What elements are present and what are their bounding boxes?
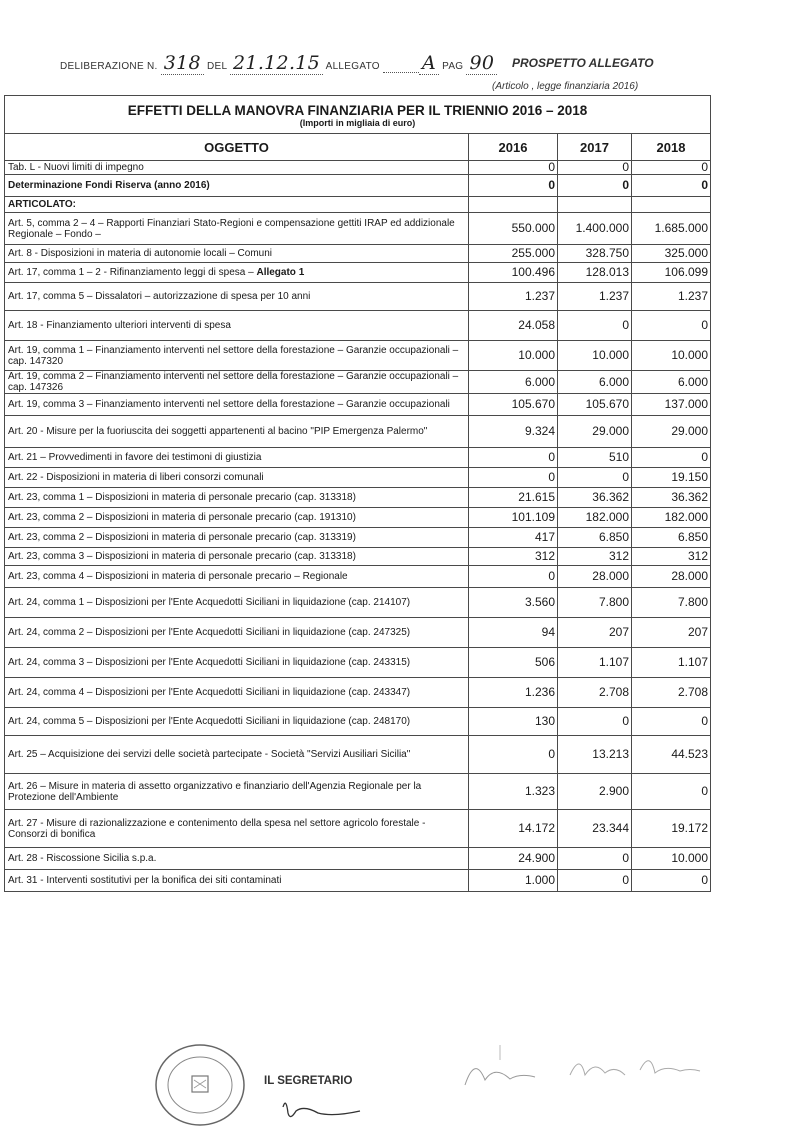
table-row <box>5 618 711 648</box>
subtitle-row <box>5 116 711 134</box>
table-row <box>5 263 711 283</box>
value-2018: 2.708 <box>632 678 711 708</box>
title-row <box>5 96 711 117</box>
value-2016: 10.000 <box>469 341 558 371</box>
value-2018: 36.362 <box>632 488 711 508</box>
value-2016: 506 <box>469 648 558 678</box>
row-description <box>5 468 469 488</box>
row-description <box>5 870 469 892</box>
row-description <box>5 311 469 341</box>
row-description <box>5 618 469 648</box>
table-row <box>5 175 711 197</box>
allegato-label: ALLEGATO <box>325 61 380 72</box>
value-2017: 2.708 <box>558 678 632 708</box>
row-description <box>5 508 469 528</box>
value-2018: 1.237 <box>632 283 711 311</box>
value-2018: 0 <box>632 311 711 341</box>
value-2016: 105.670 <box>469 394 558 416</box>
value-2018: 207 <box>632 618 711 648</box>
value-2017: 28.000 <box>558 566 632 588</box>
value-2018: 312 <box>632 548 711 566</box>
column-header-row <box>5 134 711 161</box>
value-2018: 19.172 <box>632 810 711 848</box>
value-2017: 328.750 <box>558 245 632 263</box>
column-header-2017: 2017 <box>558 134 632 161</box>
value-2017: 510 <box>558 448 632 468</box>
row-description-text: Art. 23, comma 1 – Disposizioni in materia di personale precario (cap. 313318) <box>8 492 356 503</box>
row-description <box>5 648 469 678</box>
row-description <box>5 175 469 197</box>
table-row <box>5 311 711 341</box>
row-description <box>5 774 469 810</box>
value-2017: 0 <box>558 311 632 341</box>
value-2018: 1.107 <box>632 648 711 678</box>
column-header-2018: 2018 <box>632 134 711 161</box>
table-row <box>5 371 711 394</box>
value-2016: 0 <box>469 175 558 197</box>
value-2017: 2.900 <box>558 774 632 810</box>
value-2017: 0 <box>558 708 632 736</box>
delib-label: DELIBERAZIONE N. <box>60 61 158 72</box>
value-2017: 13.213 <box>558 736 632 774</box>
row-description-text: Art. 24, comma 5 – Disposizioni per l'Ente Acquedotti Siciliani in liquidazione (cap. 248170) <box>8 716 411 727</box>
row-description-text: Art. 24, comma 3 – Disposizioni per l'Ente Acquedotti Siciliani in liquidazione (cap. 243315) <box>8 657 411 668</box>
row-description <box>5 197 469 213</box>
value-2017: 0 <box>558 468 632 488</box>
row-description-text: Art. 5, comma 2 – 4 – Rapporti Finanziari Stato-Regioni e compensazione gettiti IRAP ed addizionale Regionale – Fondo – <box>8 217 455 240</box>
value-2016: 14.172 <box>469 810 558 848</box>
value-2016: 6.000 <box>469 371 558 394</box>
value-2017: 182.000 <box>558 508 632 528</box>
value-2016: 1.000 <box>469 870 558 892</box>
row-description-text: Art. 25 – Acquisizione dei servizi delle società partecipate - Società "Servizi Ausiliari Sicilia" <box>8 749 411 760</box>
row-description <box>5 708 469 736</box>
row-description-text: Art. 28 - Riscossione Sicilia s.p.a. <box>8 853 157 864</box>
row-description <box>5 341 469 371</box>
value-2018: 6.000 <box>632 371 711 394</box>
value-2016: 9.324 <box>469 416 558 448</box>
table-row <box>5 810 711 848</box>
value-2018: 28.000 <box>632 566 711 588</box>
table-subtitle: (Importi in migliaia di euro) <box>5 116 711 134</box>
row-description-text: Art. 19, comma 2 – Finanziamento interventi nel settore della forestazione – Garanzie occupazionali – cap. 147326 <box>8 371 459 393</box>
value-2018: 0 <box>632 448 711 468</box>
value-2016: 1.236 <box>469 678 558 708</box>
value-2016 <box>469 197 558 213</box>
value-2016: 130 <box>469 708 558 736</box>
table-row <box>5 848 711 870</box>
value-2016: 94 <box>469 618 558 648</box>
value-2017: 6.850 <box>558 528 632 548</box>
value-2016: 21.615 <box>469 488 558 508</box>
row-description-text: Art. 24, comma 4 – Disposizioni per l'Ente Acquedotti Siciliani in liquidazione (cap. 243347) <box>8 687 411 698</box>
value-2017: 10.000 <box>558 341 632 371</box>
row-description <box>5 263 469 283</box>
table-row <box>5 245 711 263</box>
row-description <box>5 448 469 468</box>
table-row <box>5 213 711 245</box>
table-row <box>5 197 711 213</box>
row-description <box>5 848 469 870</box>
row-description-text: ARTICOLATO: <box>8 199 76 210</box>
table-row <box>5 648 711 678</box>
value-2018: 0 <box>632 175 711 197</box>
value-2016: 1.323 <box>469 774 558 810</box>
value-2016: 101.109 <box>469 508 558 528</box>
value-2016: 0 <box>469 736 558 774</box>
row-description-text: Art. 8 - Disposizioni in materia di autonomie locali – Comuni <box>8 248 273 259</box>
president-signatures <box>455 1035 705 1090</box>
table-row <box>5 283 711 311</box>
row-description-text: Art. 24, comma 1 – Disposizioni per l'Ente Acquedotti Siciliani in liquidazione (cap. 214107) <box>8 597 411 608</box>
table-row <box>5 708 711 736</box>
value-2018: 1.685.000 <box>632 213 711 245</box>
table-row <box>5 161 711 175</box>
table-row <box>5 678 711 708</box>
table-row <box>5 394 711 416</box>
table-row <box>5 488 711 508</box>
row-description-text: Art. 27 - Misure di razionalizzazione e contenimento della spesa nel settore agricolo forestale - Consorzi di bonifica <box>8 817 426 840</box>
value-2017: 207 <box>558 618 632 648</box>
financial-effects-table-wrapper <box>4 95 710 892</box>
row-description-text: Art. 26 – Misure in materia di assetto organizzativo e finanziario dell'Agenzia Regionale per la Protezione dell'Ambiente <box>8 780 422 803</box>
row-description <box>5 416 469 448</box>
row-description <box>5 810 469 848</box>
value-2017: 7.800 <box>558 588 632 618</box>
value-2017: 1.237 <box>558 283 632 311</box>
secretary-signature <box>278 1095 368 1125</box>
row-description <box>5 394 469 416</box>
table-row <box>5 341 711 371</box>
regione-siciliana-seal <box>150 1040 250 1130</box>
value-2017: 6.000 <box>558 371 632 394</box>
row-description-text: Art. 24, comma 2 – Disposizioni per l'Ente Acquedotti Siciliani in liquidazione (cap. 247325) <box>8 627 411 638</box>
row-description-text: Art. 18 - Finanziamento ulteriori interventi di spesa <box>8 320 231 331</box>
row-description-bold: Allegato 1 <box>256 267 305 278</box>
value-2018: 6.850 <box>632 528 711 548</box>
value-2017: 23.344 <box>558 810 632 848</box>
row-description <box>5 371 469 394</box>
allegato-value: A <box>419 52 439 75</box>
value-2018: 10.000 <box>632 341 711 371</box>
value-2017: 29.000 <box>558 416 632 448</box>
row-description <box>5 161 469 175</box>
delib-date: 21.12.15 <box>230 52 323 75</box>
value-2018: 0 <box>632 708 711 736</box>
value-2017: 105.670 <box>558 394 632 416</box>
column-header-2016: 2016 <box>469 134 558 161</box>
value-2016: 0 <box>469 161 558 175</box>
row-description-text: Determinazione Fondi Riserva (anno 2016) <box>8 180 210 191</box>
value-2017: 0 <box>558 161 632 175</box>
table-row <box>5 416 711 448</box>
value-2017: 0 <box>558 848 632 870</box>
value-2017: 128.013 <box>558 263 632 283</box>
row-description-text: Art. 31 - Interventi sostitutivi per la bonifica dei siti contaminati <box>8 875 282 886</box>
table-row <box>5 736 711 774</box>
value-2018: 7.800 <box>632 588 711 618</box>
row-description <box>5 245 469 263</box>
row-description-text: Art. 22 - Disposizioni in materia di liberi consorzi comunali <box>8 472 264 483</box>
table-row <box>5 870 711 892</box>
row-description-text: Art. 20 - Misure per la fuoriuscita dei soggetti appartenenti al bacino "PIP Emergenza Palermo" <box>8 426 428 437</box>
value-2018: 182.000 <box>632 508 711 528</box>
del-label: DEL <box>206 61 227 72</box>
table-row <box>5 468 711 488</box>
value-2016: 1.237 <box>469 283 558 311</box>
row-description-text: Art. 23, comma 2 – Disposizioni in materia di personale precario (cap. 191310) <box>8 512 356 523</box>
table-row <box>5 548 711 566</box>
value-2018: 44.523 <box>632 736 711 774</box>
column-header-oggetto: OGGETTO <box>5 134 469 161</box>
value-2018: 137.000 <box>632 394 711 416</box>
table-row <box>5 448 711 468</box>
il-segretario-label: IL SEGRETARIO <box>264 1075 353 1087</box>
table-title: EFFETTI DELLA MANOVRA FINANZIARIA PER IL TRIENNIO 2016 – 2018 <box>5 96 711 117</box>
prospetto-allegato: PROSPETTO ALLEGATO <box>512 56 654 70</box>
value-2017: 1.107 <box>558 648 632 678</box>
value-2018: 0 <box>632 870 711 892</box>
row-description <box>5 588 469 618</box>
value-2017: 0 <box>558 175 632 197</box>
value-2018: 10.000 <box>632 848 711 870</box>
row-description-text: Art. 21 – Provvedimenti in favore dei testimoni di giustizia <box>8 452 262 463</box>
value-2016: 255.000 <box>469 245 558 263</box>
pag-label: PAG <box>442 61 464 72</box>
value-2018: 0 <box>632 774 711 810</box>
value-2017: 36.362 <box>558 488 632 508</box>
row-description <box>5 566 469 588</box>
row-description <box>5 528 469 548</box>
deliberation-header <box>60 52 497 74</box>
value-2016: 312 <box>469 548 558 566</box>
value-2018: 0 <box>632 161 711 175</box>
row-description-text: Art. 17, comma 5 – Dissalatori – autorizzazione di spesa per 10 anni <box>8 291 311 302</box>
row-description <box>5 283 469 311</box>
row-description-text: Art. 17, comma 1 – 2 - Rifinanziamento leggi di spesa – <box>8 267 257 278</box>
row-description <box>5 678 469 708</box>
value-2016: 3.560 <box>469 588 558 618</box>
value-2016: 0 <box>469 468 558 488</box>
row-description <box>5 548 469 566</box>
articolo-reference: (Articolo , legge finanziaria 2016) <box>492 81 639 92</box>
value-2018 <box>632 197 711 213</box>
row-description-text: Art. 23, comma 3 – Disposizioni in materia di personale precario (cap. 313318) <box>8 551 356 562</box>
row-description-text: Art. 23, comma 4 – Disposizioni in materia di personale precario – Regionale <box>8 571 348 582</box>
row-description <box>5 488 469 508</box>
value-2016: 550.000 <box>469 213 558 245</box>
table-row <box>5 528 711 548</box>
financial-effects-table <box>4 95 711 892</box>
value-2018: 29.000 <box>632 416 711 448</box>
row-description-text: Art. 23, comma 2 – Disposizioni in materia di personale precario (cap. 313319) <box>8 532 356 543</box>
value-2016: 24.058 <box>469 311 558 341</box>
row-description-text: Art. 19, comma 3 – Finanziamento interventi nel settore della forestazione – Garanzie occupazionali <box>8 399 450 410</box>
row-description <box>5 213 469 245</box>
value-2017 <box>558 197 632 213</box>
pag-value: 90 <box>466 52 497 75</box>
table-row <box>5 588 711 618</box>
value-2016: 417 <box>469 528 558 548</box>
row-description-text: Tab. L - Nuovi limiti di impegno <box>8 162 144 173</box>
value-2018: 19.150 <box>632 468 711 488</box>
row-description-text: Art. 19, comma 1 – Finanziamento interventi nel settore della forestazione – Garanzie occupazionali – cap. 147320 <box>8 344 459 367</box>
value-2018: 325.000 <box>632 245 711 263</box>
signature-footer <box>0 1035 800 1132</box>
value-2016: 100.496 <box>469 263 558 283</box>
value-2017: 312 <box>558 548 632 566</box>
value-2016: 24.900 <box>469 848 558 870</box>
value-2017: 1.400.000 <box>558 213 632 245</box>
value-2018: 106.099 <box>632 263 711 283</box>
table-row <box>5 774 711 810</box>
table-row <box>5 566 711 588</box>
delib-number: 318 <box>161 52 204 75</box>
value-2017: 0 <box>558 870 632 892</box>
value-2016: 0 <box>469 448 558 468</box>
row-description <box>5 736 469 774</box>
value-2016: 0 <box>469 566 558 588</box>
table-row <box>5 508 711 528</box>
